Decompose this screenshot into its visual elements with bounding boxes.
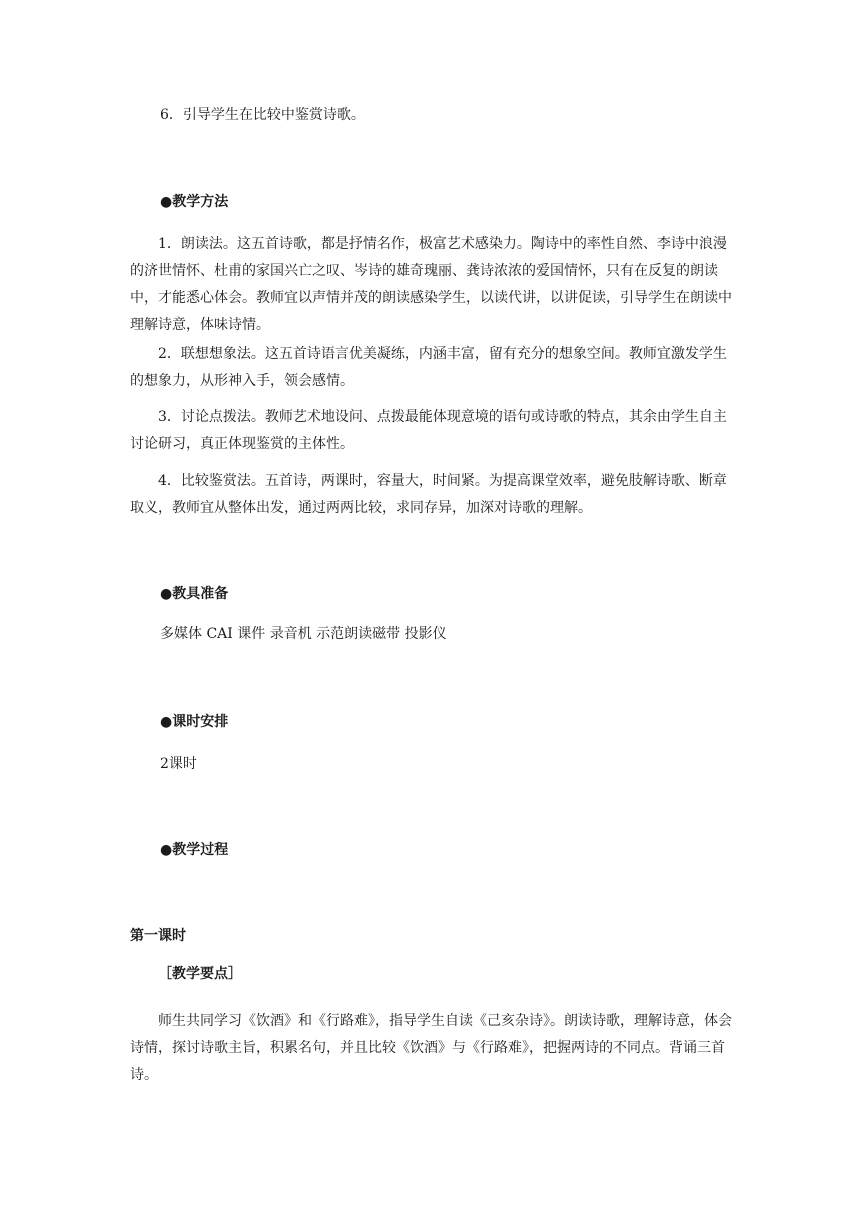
section-heading-tools: ●教具准备 [160, 586, 229, 602]
key-points-label: ［教学要点］ [158, 966, 242, 982]
key-points-text: 师生共同学习《饮酒》和《行路难》，指导学生自读《己亥杂诗》。朗读诗歌，理解诗意，体会诗情，探讨诗歌主旨，积累名句，并且比较《饮酒》与《行路难》，把握两诗的不同点。背诵三首诗。 [130, 1013, 732, 1083]
section-heading-methods: ●教学方法 [160, 194, 229, 210]
lesson-title: 第一课时 [130, 928, 186, 944]
method-item-imagination: 2．联想想象法。这五首诗语言优美凝练，内涵丰富，留有充分的想象空间。教师宜激发学生的想象力，从形神入手，领会感情。 [130, 346, 727, 389]
schedule-text: 2课时 [160, 756, 197, 772]
objective-item-6: 6．引导学生在比较中鉴赏诗歌。 [160, 107, 365, 123]
tools-text: 多媒体 CAI 课件 录音机 示范朗读磁带 投影仪 [160, 626, 447, 642]
section-heading-process: ●教学过程 [160, 842, 229, 858]
section-heading-schedule: ●课时安排 [160, 714, 229, 730]
method-item-comparison: 4．比较鉴赏法。五首诗，两课时，容量大，时间紧。为提高课堂效率，避免肢解诗歌、断章取义，教师宜从整体出发，通过两两比较，求同存异，加深对诗歌的理解。 [130, 473, 727, 516]
method-item-reading: 1．朗读法。这五首诗歌，都是抒情名作，极富艺术感染力。陶诗中的率性自然、李诗中浪漫的济世情怀、杜甫的家国兴亡之叹、岑诗的雄奇瑰丽、龚诗浓浓的爱国情怀，只有在反复的朗读中，才能悉心体会。教师宜以声情并茂的朗读感染学生，以读代讲，以讲促读，引导学生在朗读中理解诗意，体味诗情。 [130, 236, 732, 333]
method-item-discussion: 3．讨论点拨法。教师艺术地设问、点拨最能体现意境的语句或诗歌的特点，其余由学生自主讨论研习，真正体现鉴赏的主体性。 [130, 409, 727, 452]
